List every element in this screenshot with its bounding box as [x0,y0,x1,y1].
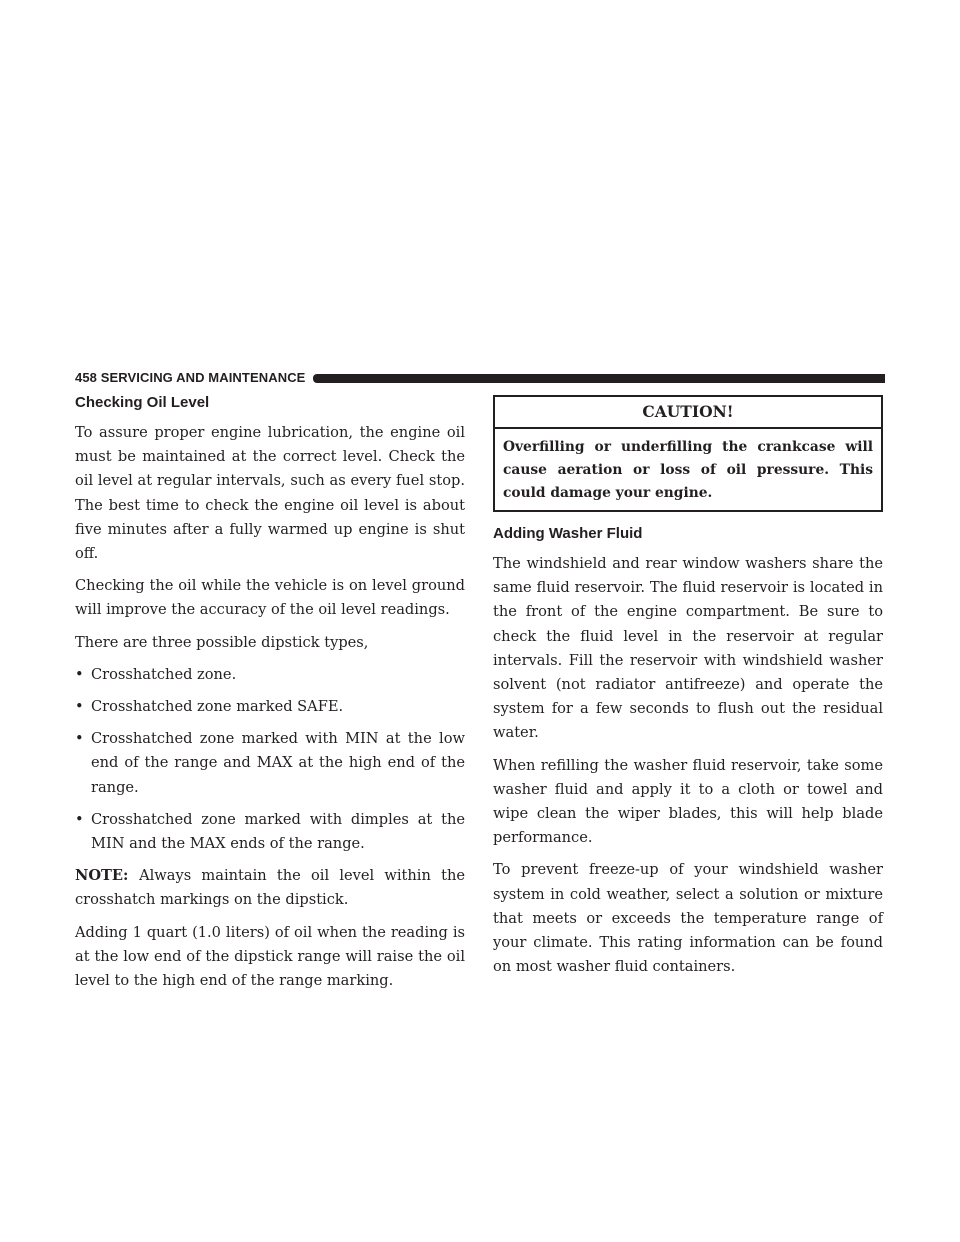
paragraph: To prevent freeze-up of your windshield washer system in cold weather, select a solution or mixture that meets or exceeds the temperature range of your climate. This rating information can be found on most washer fluid containers. [493,861,883,976]
caution-box [493,395,883,512]
page-header-text [75,370,313,385]
list-item: • Crosshatched zone marked SAFE. [75,695,465,719]
list-item: • Crosshatched zone marked with MIN at the low end of the range and MAX at the high end of the range. [75,727,465,800]
dipstick-types-list [75,663,465,856]
paragraph: There are three possible dipstick types, [75,633,369,651]
caution-text: Overfilling or underfilling the crankcase will cause aeration or loss of oil pressure. This could damage your engine. [503,439,873,501]
right-column [493,393,883,987]
page-number: 458 [75,369,97,385]
paragraph: When refilling the washer fluid reservoir, take some washer fluid and apply it to a cloth or towel and wipe clean the wiper blades, this will help blade performance. [493,756,883,847]
note-label: NOTE: [75,867,140,885]
paragraph: The windshield and rear window washers share the same fluid reservoir. The fluid reservoir is located in the front of the engine compartment. Be sure to check the fluid level in the reservoir at regular intervals. Fill the reservoir with windshield washer solvent (not radiator antifreeze) and operate the system for a few seconds to flush out the residual water. [493,555,883,742]
checking-oil-level-heading: Checking Oil Level [75,394,210,411]
left-column [75,393,465,1001]
page-header [75,369,885,385]
list-item: • Crosshatched zone marked with dimples at the MIN and the MAX ends of the range. [75,808,465,856]
header-rule [313,374,885,383]
section-title: SERVICING AND MAINTENANCE [100,369,306,385]
caution-title: CAUTION! [495,397,881,429]
list-item: • Crosshatched zone. [75,663,465,687]
note-paragraph [75,864,465,912]
adding-washer-fluid-heading: Adding Washer Fluid [493,525,643,542]
paragraph: Adding 1 quart (1.0 liters) of oil when the reading is at the low end of the dipstick range will raise the oil level to the high end of the range marking. [75,923,465,990]
note-text: Always maintain the oil level within the crosshatch markings on the dipstick. [75,867,465,909]
paragraph: To assure proper engine lubrication, the engine oil must be maintained at the correct level. Check the oil level at regular intervals, such as every fuel stop. The best time to check the engine oil level is about five minutes after a fully warmed up engine is shut off. [75,424,465,563]
paragraph: Checking the oil while the vehicle is on level ground will improve the accuracy of the oil level readings. [75,577,465,619]
